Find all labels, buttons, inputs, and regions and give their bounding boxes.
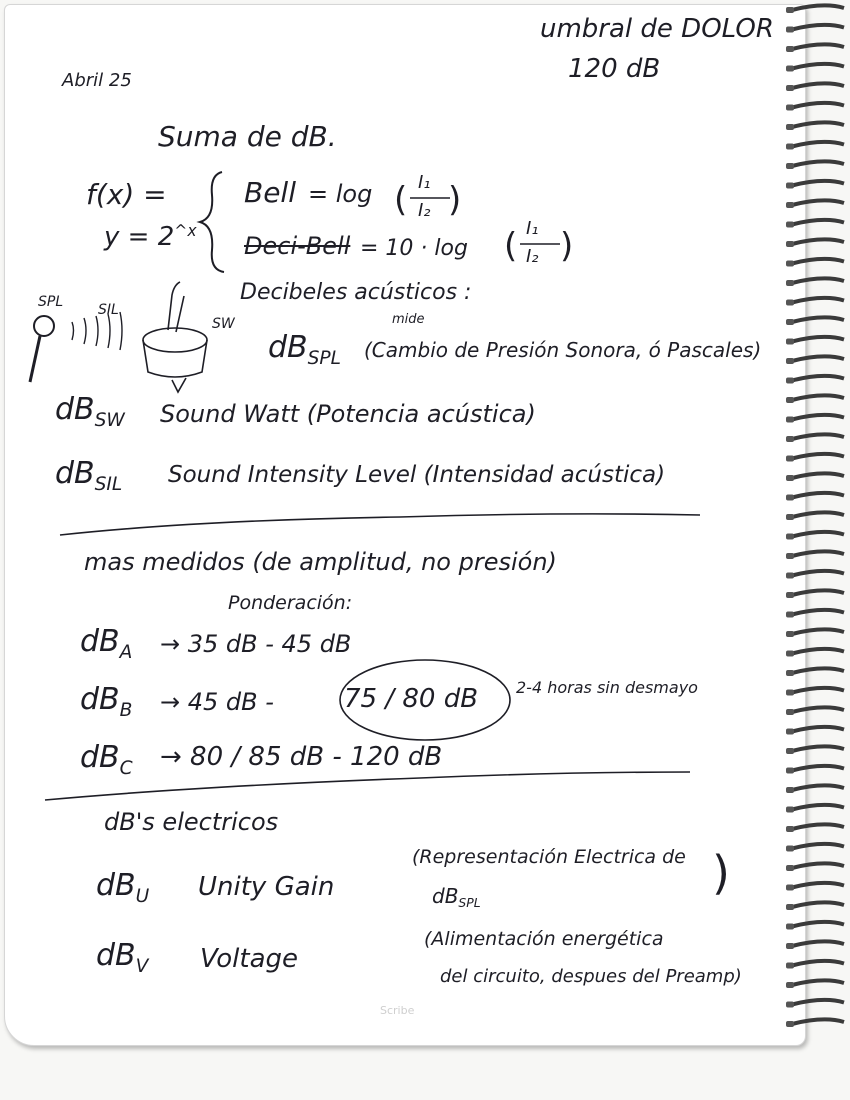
db-b-range-start: → 45 dB - xyxy=(160,688,274,716)
deci-bell-denominator: I₂ xyxy=(526,246,539,267)
bell-denominator: I₂ xyxy=(418,200,431,221)
db-a xyxy=(80,624,133,663)
divider-line-2 xyxy=(45,772,690,800)
db-v-main: dB xyxy=(96,938,136,973)
db-c-range: → 80 / 85 dB - 120 dB xyxy=(160,742,443,772)
ponderacion-label: Ponderación: xyxy=(228,592,353,614)
db-u-desc-line2-sub: SPL xyxy=(458,895,481,911)
db-c xyxy=(80,740,133,779)
sketch-sil-label: SIL xyxy=(98,302,119,318)
db-sw-sub: SW xyxy=(94,409,125,431)
mide-note: mide xyxy=(392,312,425,327)
db-u-desc-line2 xyxy=(432,884,481,911)
deci-bell-paren-open: ( xyxy=(504,226,518,266)
db-a-main: dB xyxy=(80,624,120,659)
db-sw-main: dB xyxy=(55,392,95,427)
db-b xyxy=(80,682,133,721)
db-u-desc-line1: (Representación Electrica de xyxy=(412,846,686,868)
db-c-sub: C xyxy=(119,757,133,779)
db-a-range: → 35 dB - 45 dB xyxy=(160,630,352,658)
deci-bell-label: Deci-Bell xyxy=(244,232,351,260)
db-sil-main: dB xyxy=(55,456,95,491)
db-sil-sub: SIL xyxy=(94,473,123,495)
watermark: Scribe xyxy=(380,1004,415,1017)
db-u-desc-line2-main: dB xyxy=(432,884,459,908)
db-spl-main: dB xyxy=(268,330,308,365)
pain-threshold-value: 120 dB xyxy=(568,54,661,84)
db-sil-desc: Sound Intensity Level (Intensidad acústica) xyxy=(168,462,666,488)
pain-threshold-label: umbral de DOLOR xyxy=(540,14,774,44)
deci-bell-equation: = 10 · log xyxy=(360,236,468,261)
db-b-main: dB xyxy=(80,682,120,717)
date: Abril 25 xyxy=(62,70,132,91)
brace-left xyxy=(200,172,224,272)
weighted-heading: mas medidos (de amplitud, no presión) xyxy=(84,548,557,576)
page-title: Suma de dB. xyxy=(158,120,337,153)
bell-equation: = log xyxy=(308,180,373,208)
db-spl-desc: (Cambio de Presión Sonora, ó Pascales) xyxy=(364,338,762,362)
db-b-note: 2-4 horas sin desmayo xyxy=(516,678,698,697)
bell-paren-open: ( xyxy=(394,180,408,220)
deci-bell-numerator: I₁ xyxy=(526,218,539,239)
electric-heading: dB's electricos xyxy=(104,808,279,836)
db-u-sub: U xyxy=(135,885,150,907)
db-sw-desc: Sound Watt (Potencia acústica) xyxy=(160,400,536,428)
microphone-sketch xyxy=(30,312,122,382)
db-b-range-circled: 75 / 80 dB xyxy=(344,684,479,714)
db-v-desc-line2: del circuito, despues del Preamp) xyxy=(440,966,742,987)
db-b-sub: B xyxy=(119,699,133,721)
db-a-sub: A xyxy=(119,641,133,663)
db-v-sub: V xyxy=(135,955,149,977)
db-spl-sub: SPL xyxy=(307,347,341,369)
bell-numerator: I₁ xyxy=(418,172,431,193)
db-u-desc-bracket: ) xyxy=(712,846,730,900)
formula-y-base: y = 2 xyxy=(104,222,175,252)
bell-paren-close: ) xyxy=(448,180,462,220)
db-u-main: dB xyxy=(96,868,136,903)
sketch-spl-label: SPL xyxy=(38,294,64,310)
db-u xyxy=(96,868,150,907)
formula-fx: f(x) = xyxy=(86,178,167,211)
bell-label: Bell xyxy=(244,176,296,209)
sketch-sw-label: SW xyxy=(212,316,235,332)
db-v-desc-line1: (Alimentación energética xyxy=(424,928,664,950)
db-v xyxy=(96,938,149,977)
db-sw xyxy=(55,392,125,431)
speaker-sketch xyxy=(143,282,207,392)
db-sil xyxy=(55,456,123,495)
formula-y xyxy=(104,222,197,252)
db-u-name: Unity Gain xyxy=(198,872,335,902)
db-v-name: Voltage xyxy=(200,944,299,974)
acoustic-heading: Decibeles acústicos : xyxy=(240,280,472,305)
divider-line-1 xyxy=(60,514,700,535)
deci-bell-paren-close: ) xyxy=(560,226,574,266)
formula-y-exponent: ^x xyxy=(174,221,197,240)
db-spl xyxy=(268,330,341,369)
db-c-main: dB xyxy=(80,740,120,775)
